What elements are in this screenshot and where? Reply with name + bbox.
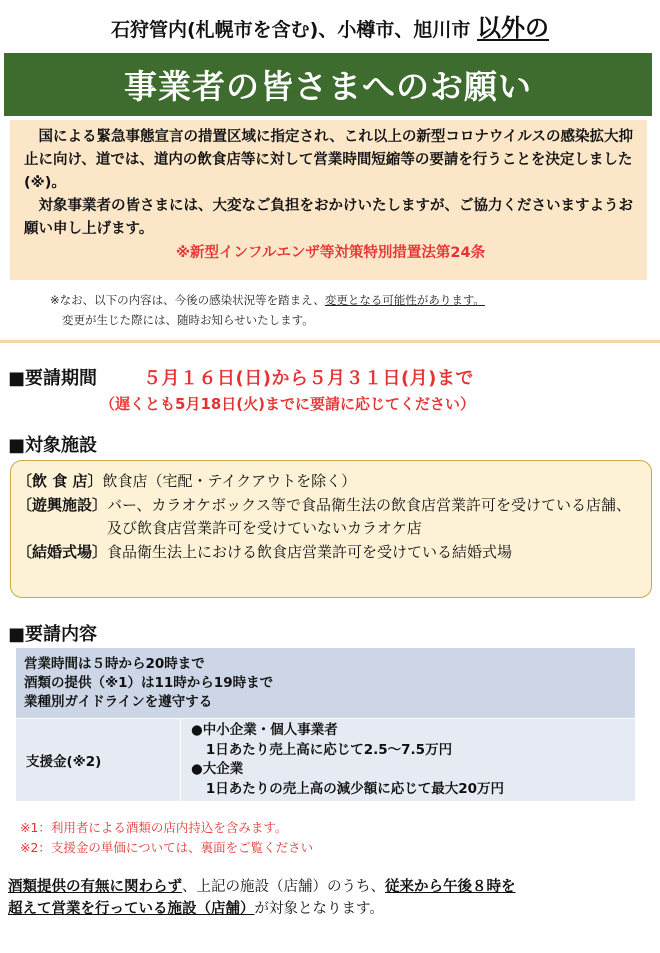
facilities-heading: ■対象施設 [8, 435, 98, 456]
period-heading: ■要請期間 [8, 368, 98, 389]
facility-label: 〔結婚式場〕 [17, 542, 108, 561]
table-row [16, 648, 636, 719]
condition-part1: 酒類提供の有無に関わらず [8, 879, 182, 895]
condition-part2: 、上記の施設（店舗）のうち、 [182, 879, 385, 895]
period-dates: ５月１６日(日)から５月３１日(月)まで [143, 368, 474, 389]
target-condition-note [8, 876, 516, 920]
support-sme-amount: 1日あたり売上高に応じて2.5～7.5万円 [205, 741, 453, 758]
hours-cell [16, 648, 636, 719]
request-line: 酒類の提供（※1）は11時から19時まで [24, 674, 274, 691]
support-sme-heading: ●中小企業・個人事業者 [191, 722, 338, 738]
region-suffix: 以外の [477, 14, 549, 42]
condition-part4: 超えて営業を行っている施設（店舗） [8, 901, 255, 917]
facilities-box [10, 460, 652, 598]
intro-paragraph-2: 対象事業者の皆さまには、大変なご負担をおかけいたしますが、ご協力くださいますようお願い申し上げます。 [24, 198, 633, 237]
facility-label: 〔遊興施設〕 [17, 495, 108, 514]
intro-paragraph-1: 国による緊急事態宣言の措置区域に指定され、これ以上の新型コロナウイルスの感染拡大抑止に向け、道では、道内の飲食店等に対して営業時間短縮等の要請を行うことを決定しました(※)。 [24, 129, 633, 191]
page-title: 事業者の皆さまへのお願い [4, 53, 652, 116]
footnote-1: ※1：利用者による酒類の店内持込を含みます。 [20, 820, 288, 835]
intro-box [10, 120, 647, 280]
support-label-cell: 支援金(※2) [16, 719, 181, 802]
facility-row-restaurant [17, 470, 645, 494]
notice-line2: 変更が生じた際には、随時お知らせいたします。 [62, 313, 314, 327]
facility-desc: 飲食店（宅配・テイクアウトを除く） [102, 472, 357, 490]
notice-line1-a: ※なお、以下の内容は、今後の感染状況等を踏まえ、 [50, 293, 325, 307]
facility-label: 〔飲 食 店〕 [17, 472, 103, 490]
request-line: 営業時間は５時から20時まで [24, 655, 205, 672]
footnote-2: ※2：支援金の単価については、裏面をご覧ください [20, 840, 314, 855]
change-notice [50, 290, 485, 330]
notice-line1-b: 変更となる可能性があります。 [324, 293, 485, 307]
request-table [15, 647, 636, 802]
law-note: ※新型インフルエンザ等対策特別措置法第24条 [175, 245, 486, 261]
facility-desc: バー、カラオケボックス等で食品衛生法の飲食店営業許可を受けている店舗、及び飲食店営業許可を受けていないカラオケ店 [107, 495, 631, 537]
period-deadline: （遅くとも5月18日(火)までに要請に応じてください） [100, 395, 476, 413]
facility-row-wedding [17, 541, 645, 565]
support-large-amount: 1日あたりの売上高の減少額に応じて最大20万円 [205, 780, 505, 797]
facility-row-entertainment [17, 494, 645, 541]
support-large-heading: ●大企業 [191, 761, 244, 777]
condition-part3: 従来から午後８時を [385, 879, 516, 895]
request-line: 業種別ガイドラインを遵守する [24, 693, 213, 710]
target-region-line [0, 8, 660, 43]
condition-part5: が対象となります。 [254, 901, 384, 917]
region-text: 石狩管内(札幌市を含む)、小樽市、旭川市 [111, 19, 471, 41]
facility-desc: 食品衛生法上における飲食店営業許可を受けている結婚式場 [107, 542, 513, 561]
divider [0, 340, 660, 343]
support-detail-cell [181, 719, 636, 802]
request-heading: ■要請内容 [8, 624, 98, 645]
table-row [16, 719, 636, 802]
